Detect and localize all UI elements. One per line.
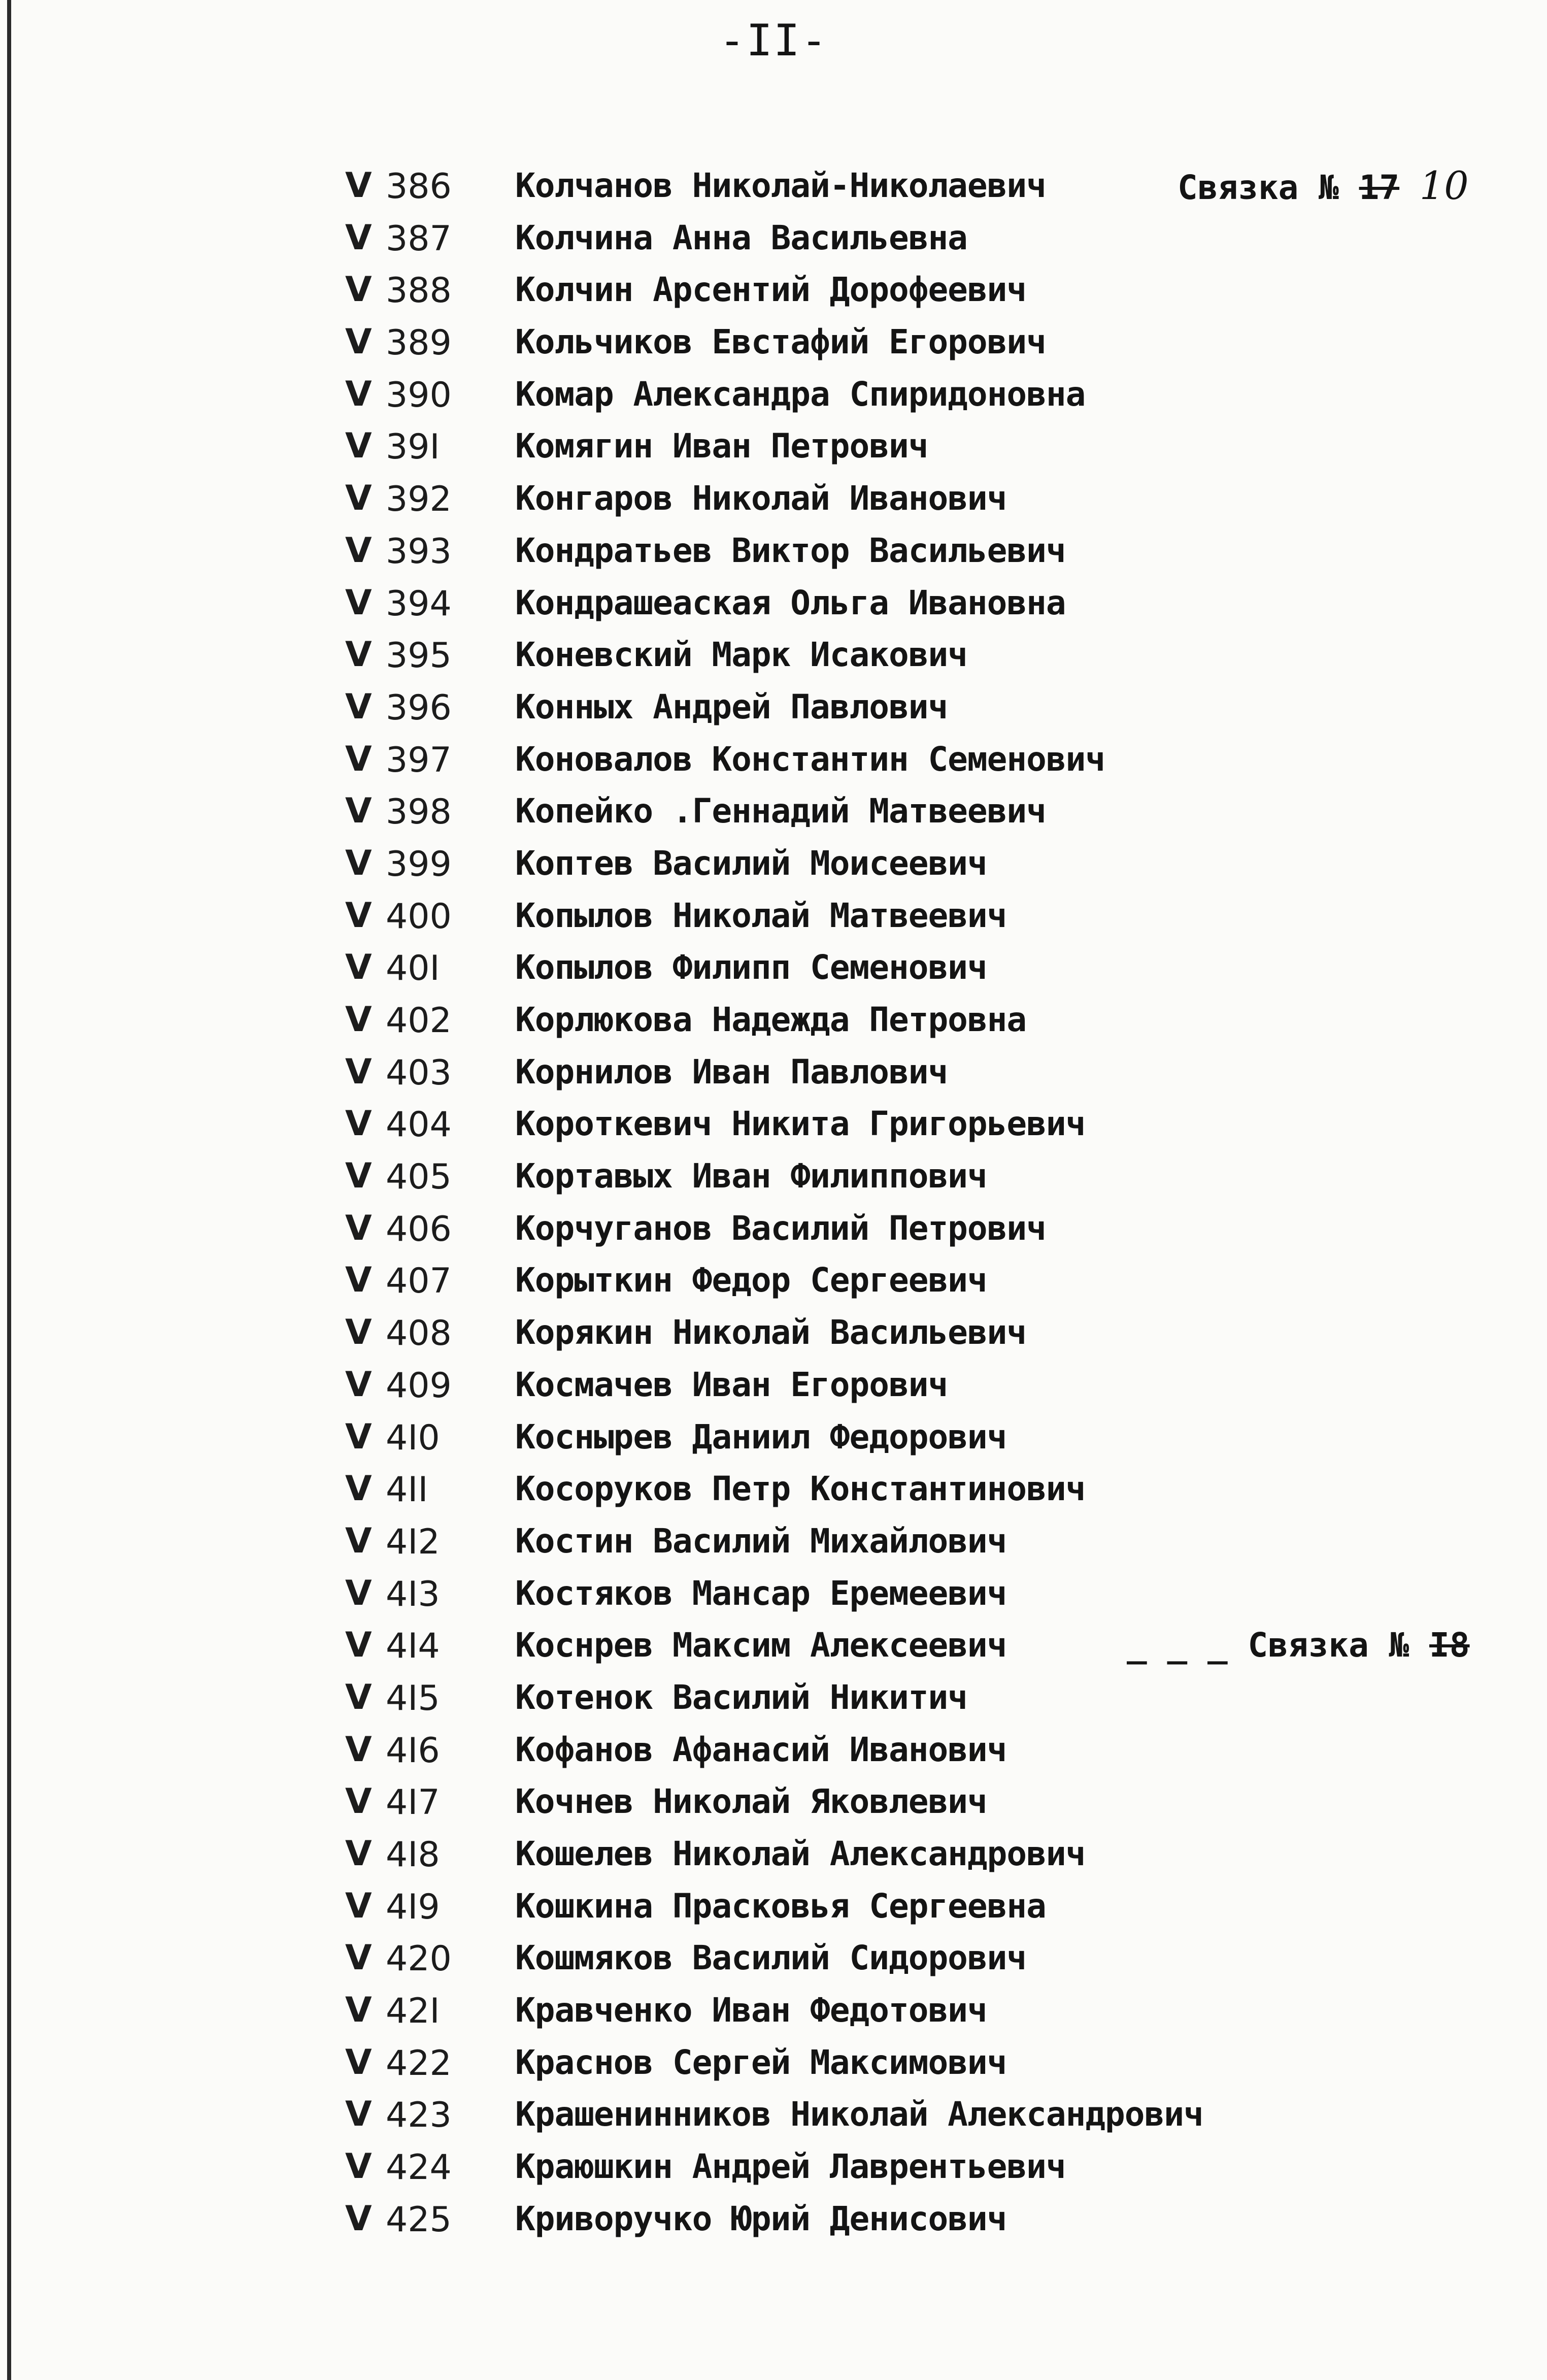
record-row	[0, 272, 1547, 324]
record-number: 390	[386, 375, 452, 415]
check-mark: V	[345, 1312, 372, 1353]
record-row	[0, 428, 1547, 480]
record-number: 4I0	[386, 1417, 440, 1458]
dash-leader: _ _ _	[1127, 1626, 1228, 1665]
record-number: 393	[386, 531, 452, 572]
record-row	[0, 324, 1547, 376]
person-name: Комар Александра Спиридоновна	[515, 374, 1086, 414]
person-name: Коснрев Максим Алексеевич	[515, 1626, 1007, 1665]
person-name: Кошмяков Василий Сидорович	[515, 1938, 1027, 1978]
record-row	[0, 637, 1547, 689]
record-number: 4I2	[386, 1522, 440, 1562]
person-name: Костин Василий Михайлович	[515, 1521, 1007, 1561]
person-name: Корякин Николай Васильевич	[515, 1313, 1027, 1352]
check-mark: V	[345, 1834, 372, 1874]
record-row	[0, 1783, 1547, 1836]
check-mark: V	[345, 843, 372, 883]
record-number: 386	[386, 167, 452, 207]
struck-bundle-number: 17	[1359, 168, 1400, 207]
record-row	[0, 1314, 1547, 1367]
person-name: Кошкина Прасковья Сергеевна	[515, 1886, 1046, 1926]
person-name: Кортавых Иван Филиппович	[515, 1156, 987, 1196]
check-mark: V	[345, 947, 372, 988]
person-name: Кондратьев Виктор Васильевич	[515, 531, 1066, 570]
record-row	[0, 793, 1547, 845]
record-number: 420	[386, 1939, 452, 1979]
record-number: 399	[386, 844, 452, 884]
record-row	[0, 1627, 1547, 1679]
check-mark: V	[345, 686, 372, 727]
check-mark: V	[345, 1104, 372, 1144]
person-name: Корлюкова Надежда Петровна	[515, 1000, 1027, 1039]
person-name: Копылов Николай Матвеевич	[515, 896, 1007, 935]
record-row	[0, 2096, 1547, 2148]
check-mark: V	[345, 478, 372, 519]
check-mark: V	[345, 1364, 372, 1405]
record-row	[0, 1679, 1547, 1732]
handwritten-bundle-number: 10	[1419, 163, 1469, 208]
person-name: Коневский Марк Исакович	[515, 635, 967, 675]
check-mark: V	[345, 1625, 372, 1666]
check-mark: V	[345, 1051, 372, 1092]
record-row	[0, 1416, 1547, 1471]
person-name: Костяков Мансар Еремеевич	[515, 1573, 1007, 1613]
check-mark: V	[345, 2146, 372, 2187]
record-number: 396	[386, 687, 452, 728]
record-number: 407	[386, 1261, 452, 1302]
record-number: 392	[386, 479, 452, 520]
record-number: 39I	[386, 427, 440, 468]
record-row	[0, 686, 1547, 741]
record-row	[0, 741, 1547, 794]
record-row	[0, 949, 1547, 1002]
person-name: Котенок Василий Никитич	[515, 1677, 967, 1717]
person-name: Коновалов Константин Семенович	[515, 739, 1105, 779]
record-row	[0, 1364, 1547, 1419]
record-number: 423	[386, 2095, 452, 2136]
record-row	[0, 1002, 1547, 1054]
check-mark: V	[345, 217, 372, 258]
record-number: 408	[386, 1313, 452, 1354]
person-name: Комягин Иван Петрович	[515, 426, 928, 466]
bundle-label: Связка №	[1178, 168, 1339, 207]
record-number: 42I	[386, 1991, 440, 2032]
record-row	[0, 1262, 1547, 1314]
record-number: 398	[386, 792, 452, 833]
record-row	[0, 1520, 1547, 1575]
record-number: 4II	[386, 1470, 428, 1510]
check-mark: V	[345, 1208, 372, 1248]
record-number: 405	[386, 1157, 452, 1198]
person-name: Короткевич Никита Григорьевич	[515, 1104, 1086, 1144]
check-mark: V	[345, 1416, 372, 1457]
person-name: Колчина Анна Васильевна	[515, 218, 967, 257]
record-number: 424	[386, 2147, 452, 2188]
record-row	[0, 530, 1547, 585]
page-number: -II-	[719, 15, 828, 66]
person-name: Копылов Филипп Семенович	[515, 948, 987, 987]
record-row	[0, 2044, 1547, 2097]
record-row	[0, 1836, 1547, 1888]
person-name: Колчин Арсентий Дорофеевич	[515, 270, 1027, 310]
person-name: Косоруков Петр Константинович	[515, 1469, 1086, 1509]
person-name: Коптев Василий Моисеевич	[515, 843, 987, 883]
record-row	[0, 1106, 1547, 1158]
person-name: Колчанов Николай-Николаевич	[515, 166, 1046, 205]
record-number: 4I3	[386, 1574, 440, 1614]
check-mark: V	[345, 1886, 372, 1926]
record-row	[0, 376, 1547, 428]
person-name: Краснов Сергей Максимович	[515, 2042, 1007, 2082]
person-name: Космачев Иван Егорович	[515, 1365, 948, 1404]
record-row	[0, 2198, 1547, 2253]
record-number: 387	[386, 218, 452, 259]
check-mark: V	[345, 270, 372, 310]
person-name: Копейко .Геннадий Матвеевич	[515, 791, 1046, 831]
record-row	[0, 1210, 1547, 1263]
check-mark: V	[345, 895, 372, 936]
check-mark: V	[345, 530, 372, 571]
record-row	[0, 582, 1547, 637]
record-row	[0, 1051, 1547, 1106]
check-mark: V	[345, 2198, 372, 2239]
person-name: Корчуганов Василий Петрович	[515, 1208, 1046, 1248]
record-number: 394	[386, 583, 452, 624]
record-row	[0, 1940, 1547, 1992]
record-number: 402	[386, 1001, 452, 1041]
record-number: 4I9	[386, 1887, 440, 1927]
record-row	[0, 895, 1547, 950]
record-number: 389	[386, 323, 452, 363]
person-name: Конных Андрей Павлович	[515, 687, 948, 726]
record-row	[0, 163, 1547, 220]
record-number: 388	[386, 271, 452, 311]
record-number: 403	[386, 1052, 452, 1093]
check-mark: V	[345, 1573, 372, 1613]
bundle-label: Связка №	[1248, 1626, 1409, 1665]
check-mark: V	[345, 1677, 372, 1717]
record-row	[0, 1992, 1547, 2044]
record-row	[0, 1158, 1547, 1210]
bundle-note	[1178, 163, 1469, 208]
person-name: Крашенинников Николай Александрович	[515, 2095, 1203, 2134]
person-name: Кондрашеаская Ольга Ивановна	[515, 583, 1066, 622]
check-mark: V	[345, 1938, 372, 1978]
record-row	[0, 1575, 1547, 1628]
check-mark: V	[345, 635, 372, 675]
check-mark: V	[345, 374, 372, 414]
record-row	[0, 217, 1547, 272]
record-row	[0, 480, 1547, 533]
record-number: 4I4	[386, 1626, 440, 1667]
check-mark: V	[345, 1260, 372, 1301]
record-number: 422	[386, 2043, 452, 2084]
person-name: Криворучко Юрий Денисович	[515, 2199, 1007, 2238]
check-mark: V	[345, 166, 372, 206]
record-number: 409	[386, 1365, 452, 1406]
record-number: 4I5	[386, 1678, 440, 1718]
bundle-note	[1127, 1627, 1470, 1664]
record-number: 397	[386, 740, 452, 780]
person-name: Корнилов Иван Павлович	[515, 1052, 948, 1092]
check-mark: V	[345, 426, 372, 467]
check-mark: V	[345, 1729, 372, 1770]
person-name: Кошелев Николай Александрович	[515, 1834, 1086, 1873]
person-name: Кольчиков Евстафий Егорович	[515, 322, 1046, 362]
check-mark: V	[345, 739, 372, 779]
check-mark: V	[345, 1990, 372, 2031]
record-row	[0, 1729, 1547, 1784]
records-list	[0, 163, 1547, 2253]
record-number: 425	[386, 2199, 452, 2240]
record-number: 404	[386, 1105, 452, 1145]
record-number: 400	[386, 896, 452, 937]
person-name: Кофанов Афанасий Иванович	[515, 1730, 1007, 1769]
check-mark: V	[345, 1781, 372, 1822]
person-name: Коснырев Даниил Федорович	[515, 1417, 1007, 1457]
struck-bundle-number: I8	[1429, 1626, 1470, 1665]
check-mark: V	[345, 1469, 372, 1509]
check-mark: V	[345, 1000, 372, 1040]
person-name: Краюшкин Андрей Лаврентьевич	[515, 2147, 1066, 2187]
person-name: Конгаров Николай Иванович	[515, 479, 1007, 518]
check-mark: V	[345, 1156, 372, 1197]
person-name: Кравченко Иван Федотович	[515, 1991, 987, 2030]
record-number: 4I7	[386, 1782, 440, 1823]
check-mark: V	[345, 2094, 372, 2135]
record-number: 4I6	[386, 1730, 440, 1771]
check-mark: V	[345, 582, 372, 623]
check-mark: V	[345, 2042, 372, 2082]
check-mark: V	[345, 322, 372, 362]
record-number: 4I8	[386, 1835, 440, 1875]
record-row	[0, 2148, 1547, 2201]
record-row	[0, 845, 1547, 898]
person-name: Корыткин Федор Сергеевич	[515, 1261, 987, 1300]
record-number: 395	[386, 636, 452, 676]
record-number: 406	[386, 1209, 452, 1249]
record-row	[0, 1888, 1547, 1940]
record-row	[0, 1471, 1547, 1523]
check-mark: V	[345, 1520, 372, 1561]
person-name: Кочнев Николай Яковлевич	[515, 1782, 987, 1822]
check-mark: V	[345, 791, 372, 832]
record-number: 40I	[386, 948, 440, 989]
